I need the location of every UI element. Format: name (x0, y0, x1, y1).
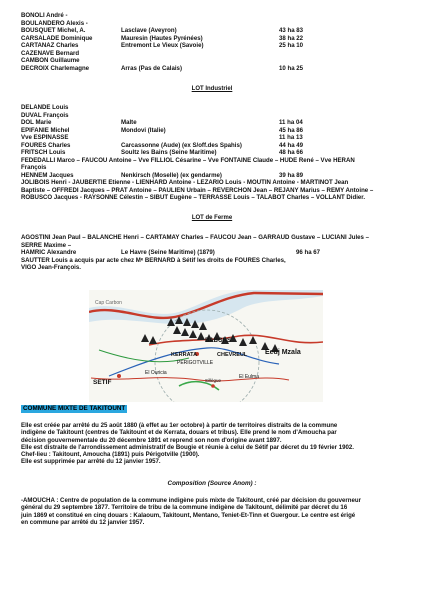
list-item: CAMBON Guillaume (21, 57, 80, 64)
sillegue-dot (211, 384, 215, 388)
fededalli-line: François (21, 164, 47, 171)
commune-paragraph: Elle est créée par arrêté du 25 août 1880 (à effet au 1er octobre) à partir de territoires distraits de la commune indigène de Takitount (centres de Takitount et de Kerrata, douars et tribus). Elle prend le nom d'Amoucha par décision gouvernementale du 20 décembre 1891 et reprend son nom d'origine avant 1897. Elle est distraite de l'arrondissement administratif de Bougie et réunie à celui de Sétif par décret du 19 février 1902. Chef-lieu : Takitount, Amoucha (1891) puis Périgotville (1900). Elle est supprimée par arrêté du 12 janvier 1957. (21, 422, 354, 466)
composition-title: Composition (Source Anom) : (167, 480, 257, 487)
list-item: FOURES Charles Carcassonne (Aude) (ex S/off.des Spahis) 44 ha 49 (21, 141, 304, 149)
list-item: EPIFANIE Michel Mondovi (Italie) 45 ha 86 (21, 126, 304, 134)
list-item: HENNEM Jacques Nenkirsch (Moselle) (ex gendarme) 39 ha 89 (21, 171, 304, 179)
list-item: CAZENAVE Bernard (21, 49, 80, 57)
commune-title: COMMUNE MIXTE DE TAKITOUNT (23, 405, 126, 412)
list-item: BOULANDERO Alexis - (21, 19, 88, 27)
map-label-setif: SETIF (93, 379, 112, 386)
map-svg (89, 290, 323, 402)
map-label-chevreul: CHEVREUL (217, 352, 248, 358)
list-item: DECROIX Charlemagne Arras (Pas de Calais) 10 ha 25 (21, 64, 304, 72)
ferme-line: SERRE Maxime – (21, 241, 72, 249)
map-label-kerrata: KERRATA (171, 352, 198, 358)
map-label-perigotville: PERIGOTVILLE (177, 360, 214, 366)
sautter-line: VIGO Jean-François. (21, 264, 81, 271)
lot-industriel-heading: LOT Industriel (191, 86, 233, 92)
fededalli-line: FEDEDALLI Marco – FAUCOU Antoine – Vve FILLIOL Césarine – Vve FONTAINE Claude – HUDE René – Vve HERAN (21, 156, 355, 164)
map-label-babors: BABORS (205, 338, 232, 344)
jolibois-line: Baptiste – OFFREDI Jacques – PRAT Antoine – PAULIEN Urbain – REVERCHON Jean – REJANY Marius – REMY Antoine – (21, 186, 374, 194)
map-label-elbeida: El Eulma (239, 374, 260, 380)
list-item: CARSALADE Dominique Mauresin (Hautes Pyrénées) 38 ha 22 (21, 34, 304, 42)
list-item: BOUSQUET Michel, A. Lasclave (Aveyron) 43 ha 83 (21, 27, 304, 34)
list-item: FRITSCH Louis Soultz les Bains (Seine Maritime) 48 ha 66 (21, 149, 304, 156)
list-item: CARTANAZ Charles Entremont Le Vieux (Savoie) 25 ha 10 (21, 42, 304, 49)
list-item: Vve ESPINASSE 11 ha 13 (21, 134, 303, 141)
list-item: DUVAL François (21, 111, 69, 119)
ferme-line: AGOSTINI Jean Paul – BALANCHE Henri – CARTAMAY Charles – FAUCOU Jean – GARRAUD Gustave – LUCIANI Jules – (21, 234, 369, 241)
setif-dot (117, 374, 121, 378)
lot-ferme-heading: LOT de Ferme (191, 215, 233, 221)
region-map (89, 290, 323, 402)
sautter-line: SAUTTER Louis a acquis par acte chez Mᵉ BERNARD à Sétif les droits de FOURES Charles, (21, 256, 286, 264)
list-item: BONOLI André - (21, 12, 68, 19)
list-item: DOL Marie Malte 11 ha 04 (21, 119, 303, 126)
list-item: DELANDE Louis (21, 104, 69, 111)
jolibois-line: JOLIBOIS Henri - JAUBERTIE Etienne - LIENHARD Antoine - LEZARIO Louis - MOUTIN Antoine - MARTINOT Jean (21, 179, 349, 186)
amoucha-paragraph: -AMOUCHA : Centre de population de la commune indigène puis mixte de Takitount, créé par décision du gouverneur général du 29 septembre 1877. Territoire de tribu de la commune indigène de Takitount, délimité par décret du 16 juin 1869 et constitué en cinq douars : Kalaoum, Takitount, Mentano, Teniet-Et-Tinn et Guergour. Le centre est érigé en commune par arrêté du 12 janvier 1957. (21, 497, 361, 526)
map-label-top: Cap Carbon (95, 300, 122, 306)
list-item: HAMRIC Alexandre Le Havre (Seine Maritime) (1879) 96 ha 67 (21, 249, 321, 256)
map-label-sillegue: Sillègue (205, 378, 222, 383)
map-label-el-ouricia: El Ouricia (145, 370, 167, 376)
jolibois-line: ROBUSCO Jacques - RAYSONNE Célestin – SIBUT Eugène – TERRASSE Louis – TALABOT Charles – VOLLANT Didier. (21, 194, 366, 201)
map-label-eedj: Eedj Mzala (265, 349, 301, 356)
